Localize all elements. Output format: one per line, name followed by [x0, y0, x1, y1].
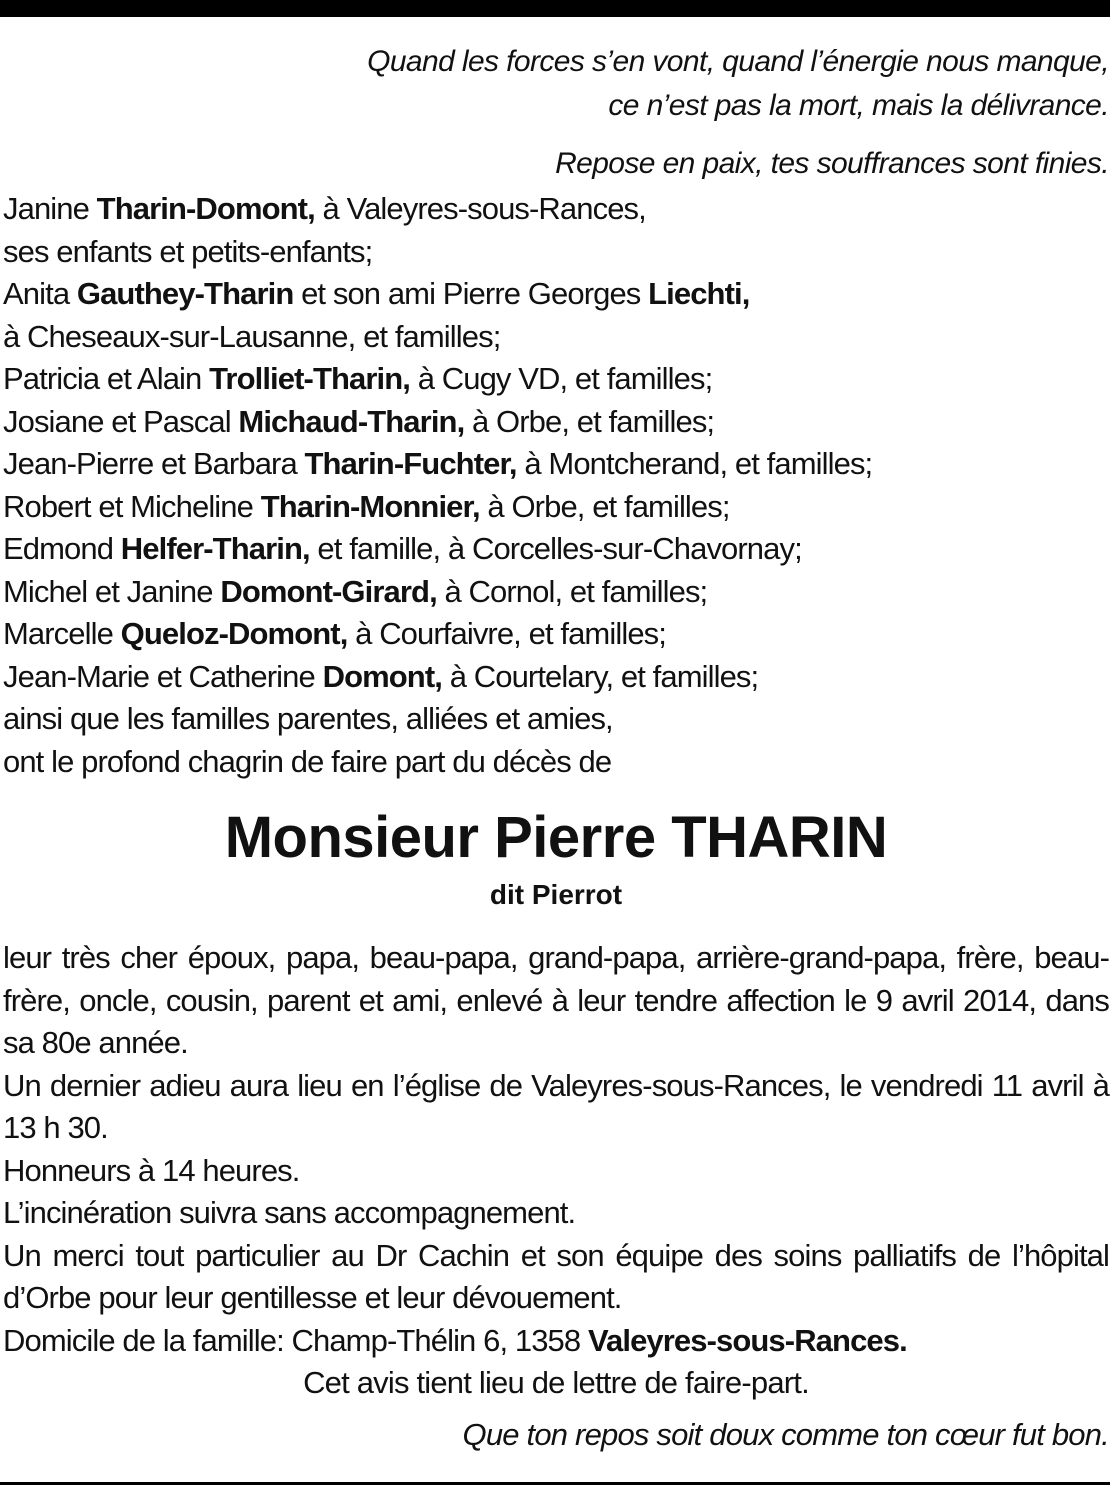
- family-line: Edmond Helfer-Tharin, et famille, à Corcelles-sur-Chavornay;: [3, 531, 802, 566]
- family-line: Jean-Marie et Catherine Domont, à Courtelary, et familles;: [3, 658, 759, 694]
- top-rule: [0, 0, 1110, 17]
- family-line: Robert et Micheline Tharin-Monnier, à Orbe, et familles;: [3, 488, 730, 524]
- body-paragraph: leur très cher époux, papa, beau-papa, grand-papa, arrière-grand-papa, frère, beau-frère, oncle, cousin, parent et ami, enlevé à leur tendre affection le 9 avril 2014, dans sa 80e année.: [3, 940, 1109, 1060]
- body-paragraph: L’incinération suivra sans accompagnement.: [3, 1195, 576, 1230]
- closing-quote: Que ton repos soit doux comme ton cœur fut bon.: [462, 1417, 1109, 1452]
- family-line: Marcelle Queloz-Domont, à Courfaivre, et familles;: [3, 616, 666, 651]
- family-line: à Cheseaux-sur-Lausanne, et familles;: [3, 318, 501, 354]
- deceased-nickname: dit Pierrot: [489, 879, 623, 910]
- notice-body: [3, 937, 1109, 1362]
- family-line: Patricia et Alain Trolliet-Tharin, à Cugy VD, et familles;: [3, 361, 713, 396]
- deceased-name: Monsieur Pierre THARIN: [224, 805, 888, 870]
- opening-quote: [3, 40, 1109, 186]
- family-line: Josiane et Pascal Michaud-Tharin, à Orbe, et familles;: [3, 403, 715, 439]
- family-list: [3, 188, 1109, 783]
- family-address: Domicile de la famille: Champ-Thélin 6, 1358 Valeyres-sous-Rances.: [3, 1322, 907, 1358]
- quote-line: Repose en paix, tes souffrances sont finies.: [555, 147, 1109, 180]
- family-line: Janine Tharin-Domont, à Valeyres-sous-Rances,: [3, 191, 646, 226]
- body-paragraph: Un dernier adieu aura lieu en l’église de Valeyres-sous-Rances, le vendredi 11 avril à 13 h 30.: [3, 1067, 1109, 1145]
- bottom-rule: [0, 1482, 1110, 1485]
- notice-statement: Cet avis tient lieu de lettre de faire-part.: [303, 1365, 809, 1400]
- family-line: ainsi que les familles parentes, alliées et amies,: [3, 701, 613, 736]
- obituary-notice: [3, 40, 1109, 1456]
- body-paragraph: Un merci tout particulier au Dr Cachin et son équipe des soins palliatifs de l’hôpital d’Orbe pour leur gentillesse et leur dévouement.: [3, 1237, 1109, 1315]
- quote-line: Quand les forces s’en vont, quand l’énergie nous manque,: [367, 45, 1109, 78]
- family-line: Jean-Pierre et Barbara Tharin-Fuchter, à Montcherand, et familles;: [3, 446, 873, 481]
- family-line: Michel et Janine Domont-Girard, à Cornol, et familles;: [3, 573, 708, 609]
- family-line: ses enfants et petits-enfants;: [3, 233, 373, 269]
- quote-line: ce n’est pas la mort, mais la délivrance.: [608, 89, 1109, 122]
- body-paragraph: Honneurs à 14 heures.: [3, 1152, 300, 1188]
- family-line: ont le profond chagrin de faire part du décès de: [3, 743, 612, 779]
- family-line: Anita Gauthey-Tharin et son ami Pierre Georges Liechti,: [3, 276, 750, 311]
